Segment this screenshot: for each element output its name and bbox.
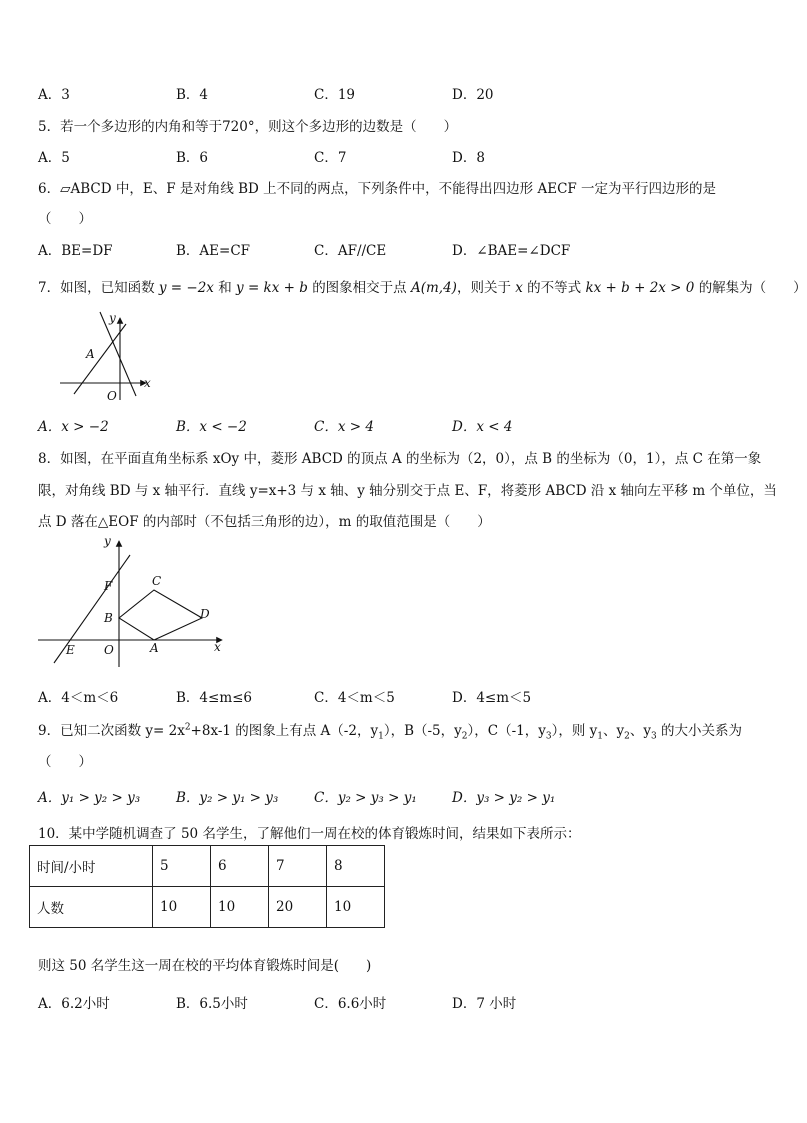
q7-options (38, 415, 758, 435)
q9-text-e: ），则 y (551, 723, 598, 739)
q9-text-a: 9．已知二次函数 y= 2x (38, 723, 185, 739)
q10-paren: ( ) (333, 958, 372, 974)
q7-and: 和 (218, 280, 232, 296)
q9-line2: （ ） (38, 754, 92, 770)
q9-text-c: ），B（-5，y (383, 723, 462, 739)
table-cell: 8 (327, 846, 385, 887)
q9-text-h: 的大小关系为 (656, 723, 743, 739)
q9-sub2: 2 (461, 731, 468, 742)
q8-figure (32, 535, 232, 667)
q7-mid3: 的不等式 (527, 280, 582, 296)
q10-option-c[interactable]: C．6.6小时 (314, 996, 387, 1012)
q7-label-o: O (107, 389, 117, 403)
q5-option-a[interactable]: A．5 (38, 150, 70, 166)
q8-rhombus (119, 590, 202, 640)
q9-line1 (38, 719, 742, 742)
q8-options (38, 686, 758, 706)
q10-table (29, 845, 385, 928)
q9-option-b[interactable]: B．y₂ > y₁ > y₃ (176, 790, 279, 806)
q7-pre: 7．如图，已知函数 (38, 280, 155, 296)
q9-option-a[interactable]: A．y₁ > y₂ > y₃ (38, 790, 141, 806)
q6-options (38, 239, 758, 259)
q5-option-d[interactable]: D．8 (452, 150, 485, 166)
q6-option-c[interactable]: C．AF//CE (314, 243, 387, 259)
q4-option-c[interactable]: C．19 (314, 87, 356, 103)
table-row (30, 887, 385, 928)
q5-options (38, 146, 758, 166)
q10-text: 10．某中学随机调查了 50 名学生，了解他们一周在校的体育锻炼时间，结果如下表所示： (38, 826, 581, 842)
q8-line2: 限，对角线 BD 与 x 轴平行．直线 y=x+3 与 x 轴、y 轴分别交于点 E、F，将菱形 ABCD 沿 x 轴向左平移 m 个单位，当 (38, 483, 777, 499)
q10-option-b[interactable]: B．6.5小时 (176, 996, 248, 1012)
q9-sub1: 1 (378, 731, 384, 742)
q9-sub3: 3 (545, 731, 552, 742)
q7-text (38, 276, 807, 296)
q10-option-d[interactable]: D．7 小时 (452, 996, 517, 1012)
q9-option-d[interactable]: D．y₃ > y₂ > y₁ (452, 790, 556, 806)
q8-label-a: A (150, 641, 159, 655)
q8-option-a[interactable]: A．4＜m＜6 (38, 690, 119, 706)
q7-figure (56, 308, 166, 404)
q7-point: A(m,4) (410, 280, 457, 296)
q4-option-d[interactable]: D．20 (452, 87, 494, 103)
q6-option-b[interactable]: B．AE=CF (176, 243, 251, 259)
q7-option-c[interactable]: C．x > 4 (314, 419, 374, 435)
q8-label-e: E (66, 643, 75, 657)
q5-option-b[interactable]: B．6 (176, 150, 209, 166)
table-cell: 5 (153, 846, 211, 887)
q7-func2: y = kx + b (236, 280, 308, 296)
q6-option-a[interactable]: A．BE=DF (38, 243, 113, 259)
q9-text-f: 、y (603, 723, 625, 739)
q10-options (38, 992, 758, 1012)
q8-label-c: C (152, 574, 162, 588)
q7-option-a[interactable]: A．x > −2 (38, 419, 109, 435)
q7-label-a: A (86, 347, 95, 361)
q8-line3: 点 D 落在△EOF 的内部时（不包括三角形的边），m 的取值范围是（ ） (38, 514, 491, 530)
q9-options (38, 786, 758, 806)
table-header-count: 人数 (30, 887, 153, 928)
q8-option-d[interactable]: D．4≤m＜5 (452, 690, 532, 706)
q6-option-d[interactable]: D．∠BAE=∠DCF (452, 243, 571, 259)
q8-label-y: y (104, 534, 111, 548)
q7-mid: 的图象相交于点 (312, 280, 407, 296)
q5-option-c[interactable]: C．7 (314, 150, 347, 166)
q7-mid2: ，则关于 (456, 280, 511, 296)
q5-text: 5．若一个多边形的内角和等于720°，则这个多边形的边数是（ ） (38, 119, 458, 135)
q7-func1: y = −2x (158, 280, 214, 296)
q8-label-b: B (104, 611, 113, 625)
q9-text-b: +8x-1 的图象上有点 A（-2，y (190, 723, 379, 739)
q10-option-a[interactable]: A．6.2小时 (38, 996, 110, 1012)
table-cell: 6 (211, 846, 269, 887)
q4-option-b[interactable]: B．4 (176, 87, 209, 103)
q7-option-d[interactable]: D．x < 4 (452, 419, 513, 435)
q9-text-d: ），C（-1，y (467, 723, 546, 739)
q6-line1: 6．▱ABCD 中，E、F 是对角线 BD 上不同的两点，下列条件中，不能得出四边形 AECF 一定为平行四边形的是 (38, 181, 717, 197)
q4-options (38, 83, 758, 103)
table-cell: 10 (211, 887, 269, 928)
table-cell: 10 (327, 887, 385, 928)
q4-option-a[interactable]: A．3 (38, 87, 70, 103)
q9-sub-e2: 2 (624, 731, 630, 742)
q9-sub-e3: 3 (651, 731, 657, 742)
q7-post: 的解集为（ ） (698, 280, 807, 296)
q8-line1: 8．如图，在平面直角坐标系 xOy 中，菱形 ABCD 的顶点 A 的坐标为（2，0），点 B 的坐标为（0，1），点 C 在第一象 (38, 451, 762, 467)
q9-option-c[interactable]: C．y₂ > y₃ > y₁ (314, 790, 417, 806)
table-cell: 20 (269, 887, 327, 928)
q7-label-y: y (109, 311, 116, 325)
q7-var: x (515, 280, 523, 296)
q9-text-g: 、y (629, 723, 652, 739)
q10-question (38, 954, 371, 974)
q8-label-f: F (104, 579, 113, 593)
q9-sup: 2 (184, 722, 191, 733)
table-row (30, 846, 385, 887)
q9-sub-e1: 1 (597, 731, 604, 742)
q6-line2: （ ） (38, 211, 92, 227)
q8-label-o: O (104, 643, 114, 657)
q7-inequality: kx + b + 2x > 0 (585, 280, 695, 296)
table-cell: 7 (269, 846, 327, 887)
table-header-hours: 时间/小时 (30, 846, 153, 887)
q7-label-x: x (144, 376, 151, 390)
q8-label-d: D (200, 607, 210, 621)
q8-option-c[interactable]: C．4＜m＜5 (314, 690, 395, 706)
q8-label-x: x (214, 640, 221, 654)
q10-question-text: 则这 50 名学生这一周在校的平均体育锻炼时间是 (38, 958, 334, 974)
table-cell: 10 (153, 887, 211, 928)
q8-option-b[interactable]: B．4≤m≤6 (176, 690, 253, 706)
q7-option-b[interactable]: B．x < −2 (176, 419, 247, 435)
